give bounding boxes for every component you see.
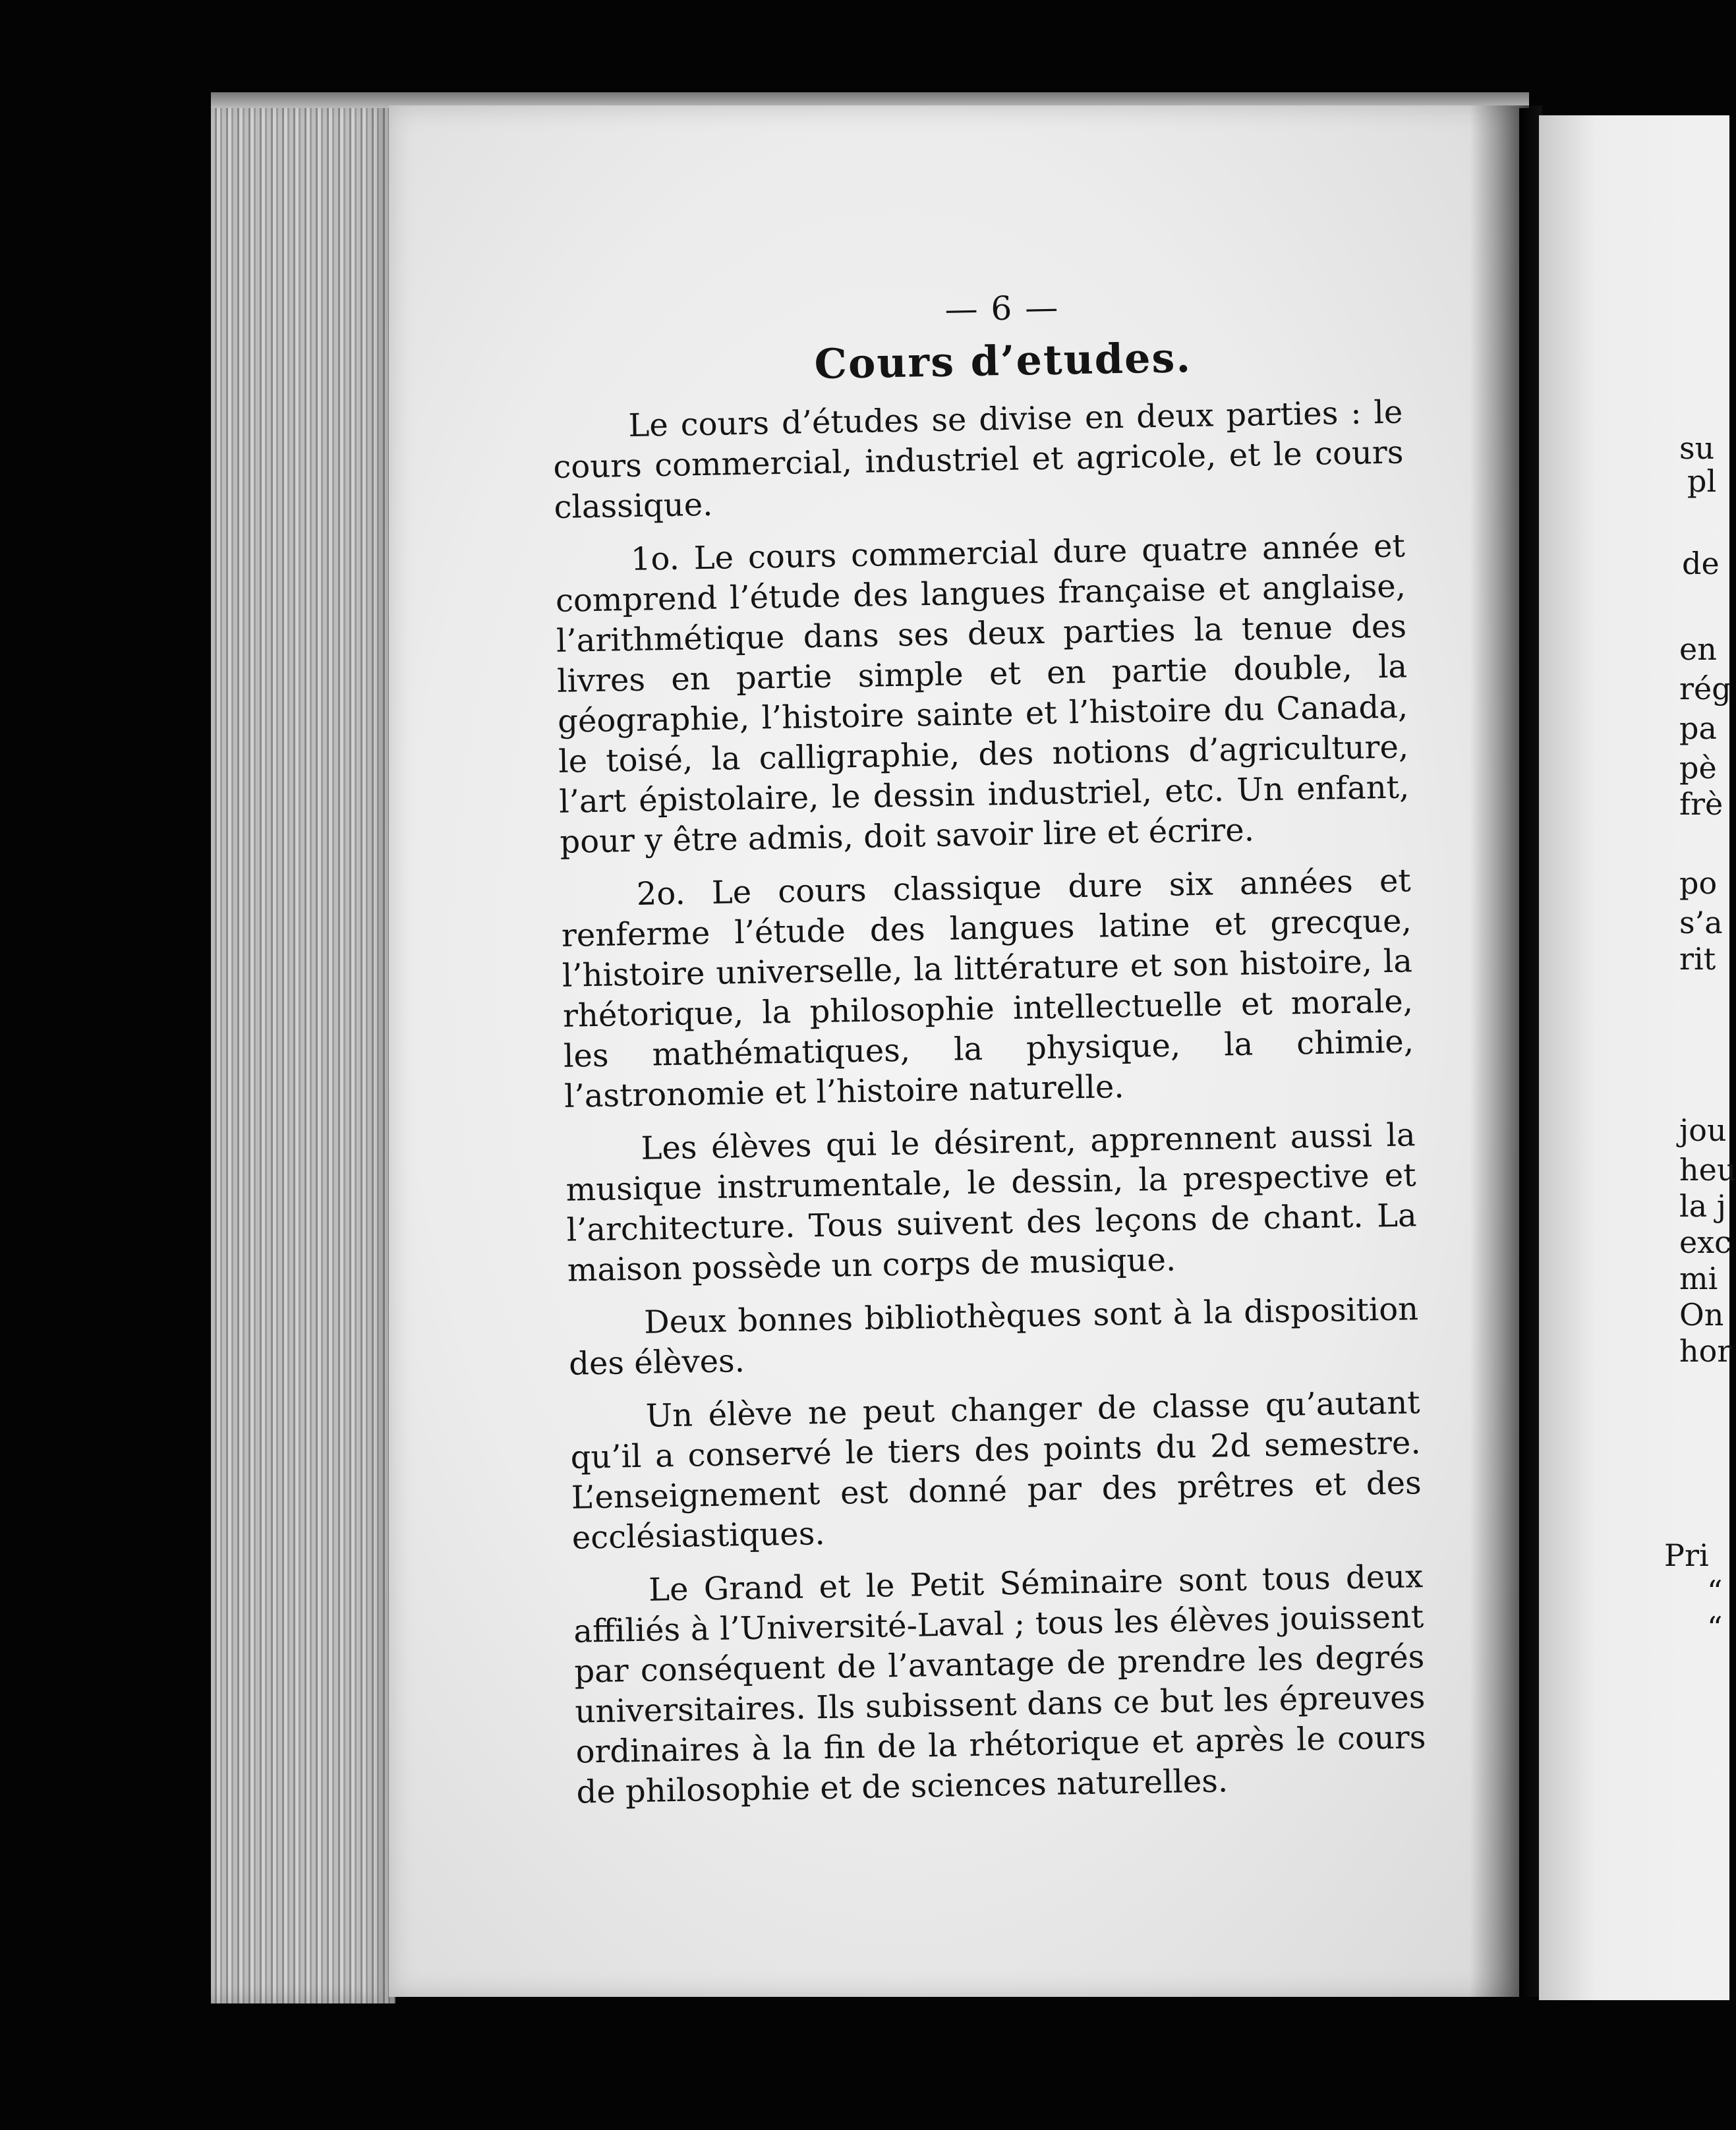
right-fragment: rit xyxy=(1679,941,1716,977)
right-fragment: s’a xyxy=(1679,905,1723,940)
paragraph-bibliotheques: Deux bonnes bibliothèques sont à la disposition des élèves. xyxy=(568,1290,1419,1383)
book-gutter xyxy=(1470,105,1542,1997)
right-fragment: en xyxy=(1679,631,1717,667)
page-number: — 6 — xyxy=(944,288,1060,329)
paragraph-intro: Le cours d’études se divise en deux parties : le cours commercial, industriel et agricole, et le cours classique. xyxy=(553,393,1404,526)
right-fragment: frè xyxy=(1679,786,1723,822)
right-fragment: mi xyxy=(1679,1261,1718,1296)
right-fragment: su xyxy=(1679,430,1715,466)
right-fragment: pè xyxy=(1679,750,1717,786)
right-fragment: heu xyxy=(1679,1152,1736,1188)
paragraph-commercial: 1o. Le cours commercial dure quatre année et comprend l’étude des langues française et anglaise, l’arithmétique dans ses deux parties la tenue des livres en partie simple et en partie double, la géographie, l’histoire sainte et l’histoire du Canada, le toisé, la calligraphie, des notions d’agriculture, l’art épistolaire, le dessin industriel, etc. Un enfant, pour y être admis, doit savoir lire et écrire. xyxy=(555,527,1410,861)
left-page-text xyxy=(550,281,1427,1826)
paragraph-affiliation: Le Grand et le Petit Séminaire sont tous deux affiliés à l’Université-Laval ; tous les élèves jouissent par conséquent de l’avantage de prendre les degrés universitaires. Ils subissent dans ce but les épreuves ordinaires à la fin de la rhétorique et après le cours de philosophie et de sciences naturelles. xyxy=(573,1558,1426,1811)
right-fragment: hor xyxy=(1679,1333,1732,1369)
right-fragment: rég xyxy=(1679,671,1731,706)
right-fragment: “ xyxy=(1707,1610,1723,1646)
right-page xyxy=(1539,115,1732,2000)
right-fragment: exc xyxy=(1679,1224,1731,1260)
right-fragment: pa xyxy=(1679,710,1717,746)
right-fragment: jou xyxy=(1679,1112,1727,1148)
right-fragment: la j xyxy=(1679,1188,1727,1224)
right-fragment: po xyxy=(1679,865,1718,901)
right-fragment: pl xyxy=(1687,463,1717,499)
right-fragment: de xyxy=(1682,546,1720,581)
paragraph-changement-classe: Un élève ne peut changer de classe qu’autant qu’il a conservé le tiers des points du 2d semestre. L’enseignement est donné par des prêtres et des ecclésiastiques. xyxy=(570,1384,1422,1557)
page-title: Cours d’etudes. xyxy=(814,333,1192,389)
right-fragment: “ xyxy=(1707,1574,1723,1609)
paragraph-musique: Les élèves qui le désirent, apprennent aussi la musique instrumentale, le dessin, la prespective et l’architecture. Tous suivent des leçons de chant. La maison possède un corps de musique. xyxy=(565,1116,1418,1289)
paragraph-classique: 2o. Le cours classique dure six années et renferme l’étude des langues latine et grecque, l’histoire universelle, la littérature et son histoire, la rhétorique, la philosophie intellectuelle et morale, les mathématiques, la physique, la chimie, l’astronomie et l’histoire naturelle. xyxy=(561,862,1414,1115)
right-fragment: Pri xyxy=(1664,1538,1709,1573)
page-edges xyxy=(211,99,395,2003)
right-fragment: On xyxy=(1679,1297,1724,1333)
